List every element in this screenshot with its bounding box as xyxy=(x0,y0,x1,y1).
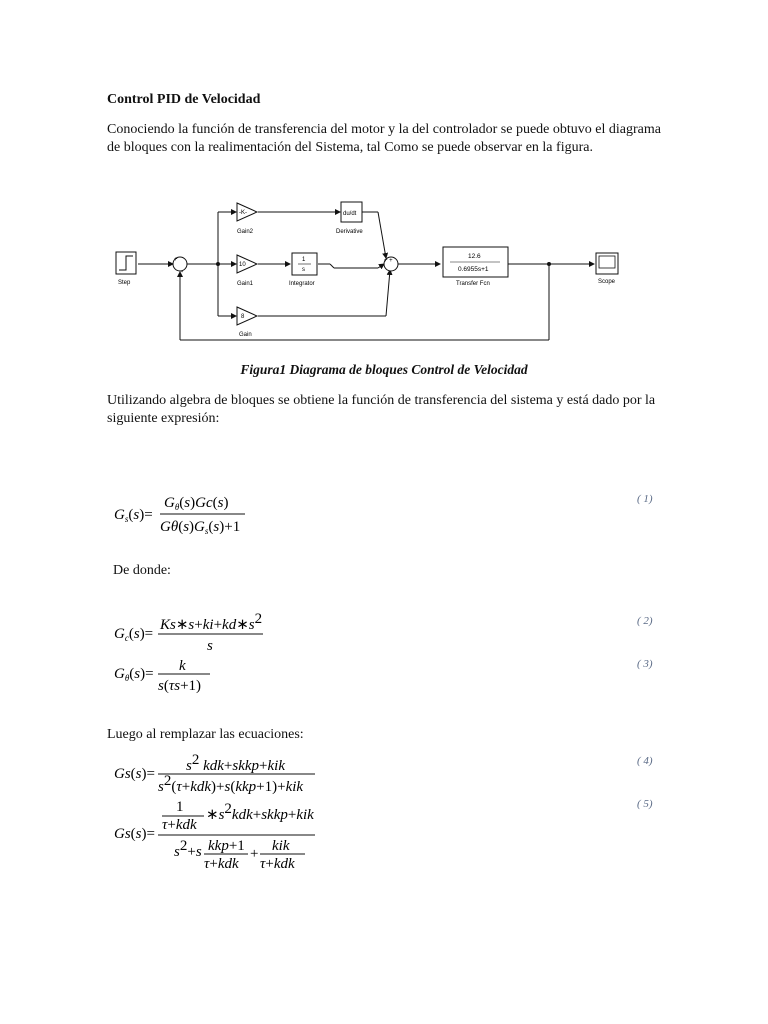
eq-number-3: ( 3) xyxy=(637,658,653,670)
sum1-plus: + xyxy=(174,257,178,263)
eq-number-1: ( 1) xyxy=(637,493,653,505)
transfer-fcn-block xyxy=(443,247,508,287)
step-label: Step xyxy=(118,280,131,286)
scope-block xyxy=(596,253,618,285)
eq-number-5: ( 5) xyxy=(637,798,653,810)
equation-3 xyxy=(100,654,670,699)
integrator-block xyxy=(289,253,317,287)
svg-text:kik: kik xyxy=(272,838,290,854)
svg-text:Gc(s)=: $G_c(s)=$ xyxy=(114,626,154,643)
equation-1 xyxy=(100,485,670,540)
gain2-value: -K- xyxy=(239,210,247,216)
gain2-label: Gain2 xyxy=(237,229,254,235)
derivative-block xyxy=(336,202,363,235)
svg-text:kkp+1: kkp+1 xyxy=(208,838,245,854)
svg-text:τ+kdk: τ+kdk xyxy=(260,856,295,872)
svg-text:s2(τ+kdk)+s(kkp+1)+kik: s2(τ+kdk)+s(kkp+1)+kik xyxy=(158,773,304,795)
gain1-label: Gain1 xyxy=(237,281,254,287)
scope-label: Scope xyxy=(598,279,616,285)
de-donde-text: De donde: xyxy=(113,563,171,578)
eq-number-4: ( 4) xyxy=(637,755,653,767)
intro-line-2: de bloques con la realimentación del Sistema, tal Como se puede observar en la figura. xyxy=(107,140,593,155)
gain2-block xyxy=(237,203,257,235)
sum-block-2 xyxy=(384,257,398,271)
svg-text:τ+kdk: τ+kdk xyxy=(204,856,239,872)
integrator-den: s xyxy=(302,267,305,273)
sum2-signs: + + xyxy=(384,258,393,264)
gain1-value: 10 xyxy=(239,262,246,268)
svg-text:Gθ(s)Gs(s)+1: $G\theta(s)G_s(s)+1$ xyxy=(160,519,241,536)
svg-text:s: s xyxy=(207,638,213,654)
svg-text:Gs(s)=: $G_s(s)=$ xyxy=(114,507,153,524)
integrator-num: 1 xyxy=(302,257,306,263)
algebra-line-2: siguiente expresión: xyxy=(107,411,220,426)
gain-label: Gain xyxy=(239,332,252,338)
algebra-line-1: Utilizando algebra de bloques se obtiene la función de transferencia del sistema y está dado por la xyxy=(107,393,656,408)
svg-text:Gθ(s)Gc(s): $G_\theta(s)Gc(s)$ xyxy=(164,495,229,512)
intro-paragraph xyxy=(107,121,667,157)
gain-value: 8 xyxy=(241,314,245,320)
equation-5 xyxy=(100,793,670,873)
step-block xyxy=(116,252,136,286)
gain1-block xyxy=(237,255,257,287)
svg-text:τ+kdk: τ+kdk xyxy=(162,817,197,833)
equation-4 xyxy=(100,750,670,795)
svg-text:Ks∗s+ki+kd∗s2: Ks∗s+ki+kd∗s2 xyxy=(160,611,263,633)
luego-text: Luego al remplazar las ecuaciones: xyxy=(107,727,304,742)
page-title: Control PID de Velocidad xyxy=(107,92,261,107)
block-diagram xyxy=(0,190,768,355)
svg-text:k: k xyxy=(179,658,186,674)
svg-text:s2 kdk+skkp+kik: s2 kdk+skkp+kik xyxy=(186,752,285,774)
tf-denominator: 0.6955s+1 xyxy=(458,266,489,273)
intro-line-1: Conociendo la función de transferencia del motor y la del controlador se puede obtuvo el diagrama xyxy=(107,122,661,137)
svg-text:1: 1 xyxy=(176,799,184,815)
sum1-minus: - xyxy=(181,269,184,276)
figure-caption: Figura1 Diagrama de bloques Control de Velocidad xyxy=(240,362,528,377)
tf-label: Transfer Fcn xyxy=(456,281,490,287)
tf-numerator: 12.6 xyxy=(468,253,481,260)
integrator-label: Integrator xyxy=(289,281,315,287)
derivative-value: du/dt xyxy=(343,211,357,217)
svg-text:Gθ(s)=: $G_\theta(s)=$ xyxy=(114,666,154,683)
algebra-paragraph xyxy=(107,392,667,428)
svg-text:s(τs+1): s(τs+1) xyxy=(158,678,202,694)
svg-text:+: + xyxy=(250,846,259,862)
svg-text:Gs(s)=: Gs(s)= xyxy=(114,766,155,782)
svg-text:∗s2kdk+skkp+kik: ∗s2kdk+skkp+kik xyxy=(206,801,314,823)
eq-number-2: ( 2) xyxy=(637,615,653,627)
svg-text:s2+s: s2+s xyxy=(174,838,202,860)
derivative-label: Derivative xyxy=(336,229,363,235)
svg-text:Gs(s)=: Gs(s)= xyxy=(114,826,155,842)
gain-block xyxy=(237,307,257,338)
equation-2 xyxy=(100,610,670,655)
